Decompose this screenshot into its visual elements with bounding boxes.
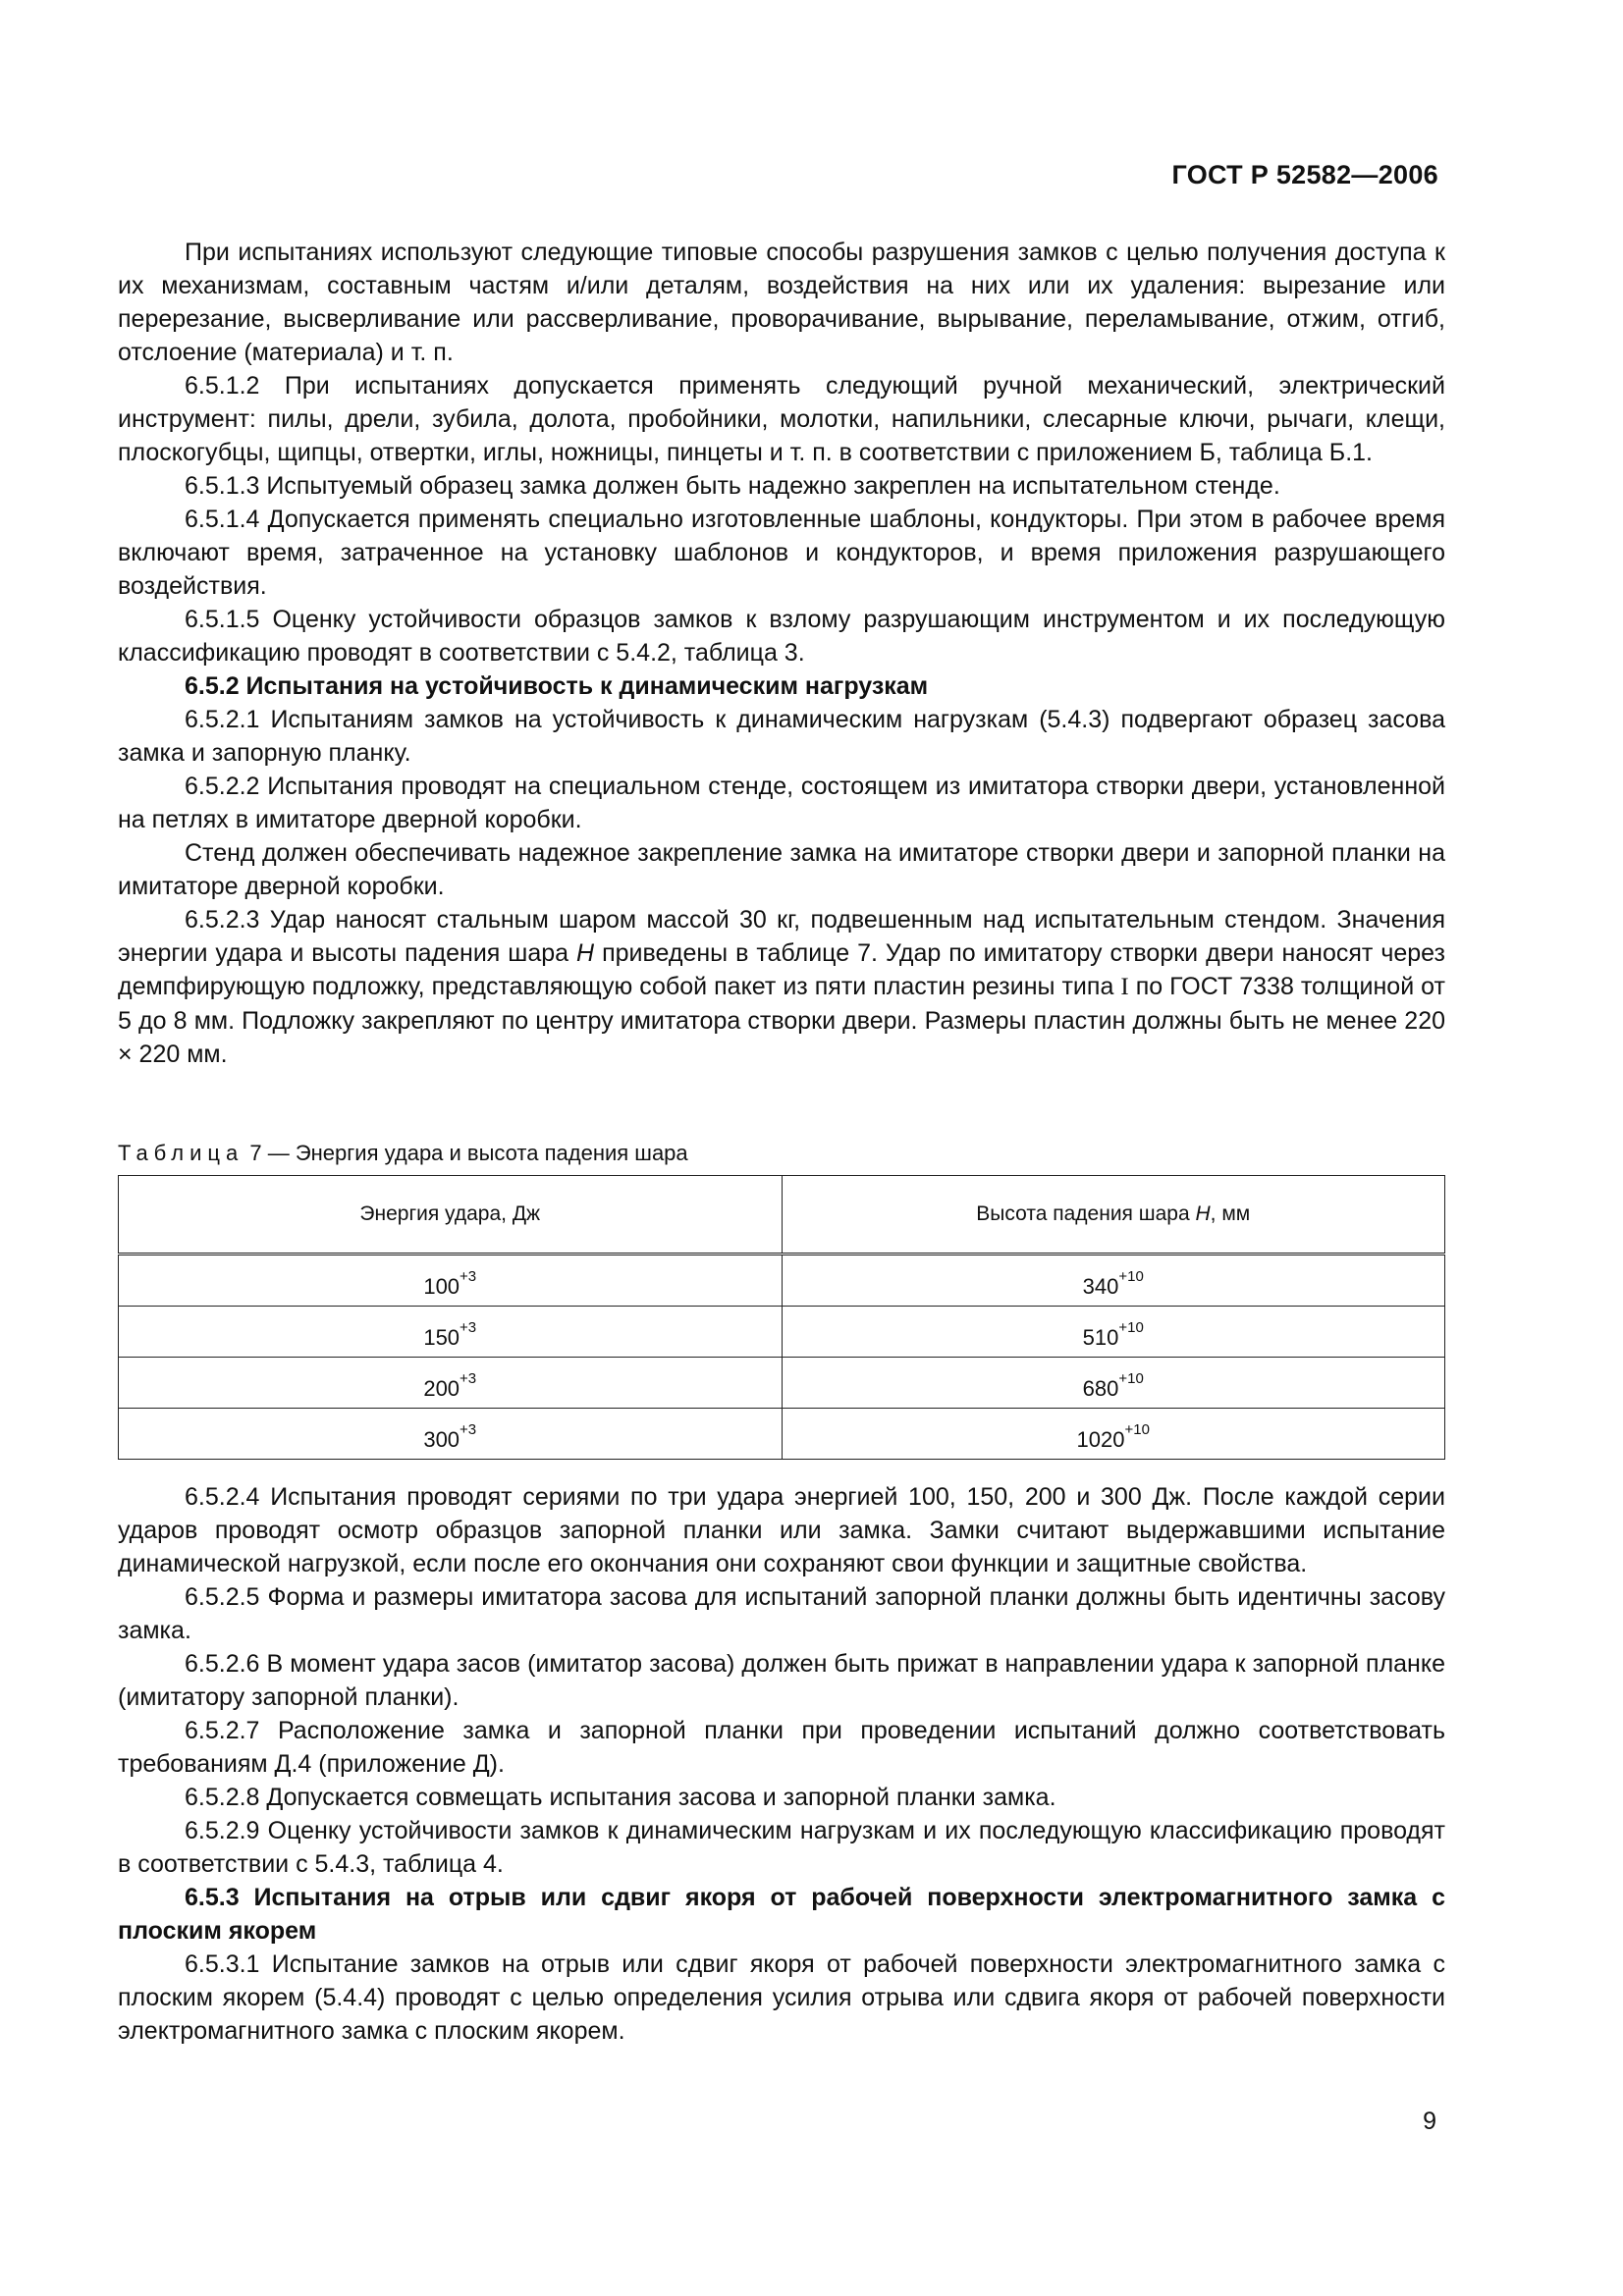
energy-cell [119,1358,783,1409]
height-value: 1020 [1076,1427,1125,1452]
height-tolerance: +10 [1118,1370,1144,1387]
energy-value: 150 [423,1325,460,1350]
height-cell [782,1255,1445,1307]
column-header-height [782,1176,1445,1255]
energy-cell [119,1307,783,1358]
energy-tolerance: +3 [460,1319,477,1336]
energy-tolerance: +3 [460,1421,477,1438]
table-header-row [119,1176,1445,1255]
energy-cell [119,1409,783,1460]
height-tolerance: +10 [1118,1319,1144,1336]
header-text: , мм [1210,1202,1251,1225]
energy-tolerance: +3 [460,1370,477,1387]
table-caption-title: 7 — Энергия удара и высота падения шара [243,1141,688,1165]
paragraph-6-5-1-5: 6.5.1.5 Оценку устойчивости образцов замков к взлому разрушающим инструментом и их последующую классификацию проводят в соответствии с 5.4.2, таблица 3. [118,606,1445,667]
height-cell [782,1358,1445,1409]
paragraph-6-5-1-4: 6.5.1.4 Допускается применять специально изготовленные шаблоны, кондукторы. При этом в рабочее время включают время, затраченное на установку шаблонов и кондукторов, и время приложения разрушающего воздействия. [118,506,1445,600]
roman-numeral: I [1120,974,1129,1000]
paragraph-6-5-2-7: 6.5.2.7 Расположение замка и запорной планки при проведении испытаний должно соответствовать требованиям Д.4 (приложение Д). [118,1717,1445,1778]
paragraph-6-5-2-4: 6.5.2.4 Испытания проводят сериями по три удара энергией 100, 150, 200 и 300 Дж. После каждой серии ударов проводят осмотр образцов запорной планки или замка. Замки считают выдержавшими испытание динамической нагрузкой, если после его окончания они сохраняют свои функции и защитные свойства. [118,1483,1445,1577]
paragraph-6-5-2-5: 6.5.2.5 Форма и размеры имитатора засова для испытаний запорной планки должны быть идентичны засову замка. [118,1583,1445,1644]
text-run: по ГОСТ 7338 толщиной от 5 до 8 мм. Подложку закрепляют по центру имитатора створки двери. Размеры пластин должны быть не менее 220 × 220 мм. [118,973,1445,1068]
energy-tolerance: +3 [460,1268,477,1285]
paragraph-6-5-3-1: 6.5.3.1 Испытание замков на отрыв или сдвиг якоря от рабочей поверхности электромагнитного замка с плоским якорем (5.4.4) проводят с целью определения усилия отрыва или сдвига якоря от рабочей поверхности электромагнитного замка с плоским якорем. [118,1950,1445,2045]
column-header-energy: Энергия удара, Дж [119,1176,783,1255]
paragraph-6-5-1-2: 6.5.1.2 При испытаниях допускается применять следующий ручной механический, электрический инструмент: пилы, дрели, зубила, долота, пробойники, молотки, напильники, слесарные ключи, рычаги, клещи, плоскогубцы, щипцы, отвертки, иглы, ножницы, пинцеты и т. п. в соответствии с приложением Б, таблица Б.1. [118,372,1445,466]
text-run: 6.5.2.3 Удар наносят стальным шаром массой 30 кг, подвешенным над испытательным стендом. Значения энергии удара и высоты падения шара [118,906,1445,967]
paragraph-6-5-2-6: 6.5.2.6 В момент удара засов (имитатор засова) должен быть прижат в направлении удара к запорной планке (имитатору запорной планки). [118,1650,1445,1711]
variable-h: H [576,939,595,967]
height-cell [782,1409,1445,1460]
table-7 [118,1175,1445,1460]
header-text: Высота падения шара [976,1202,1196,1225]
table-row [119,1255,1445,1307]
standard-designation: ГОСТ Р 52582—2006 [1171,160,1438,189]
table-caption [118,1139,688,1168]
energy-cell [119,1255,783,1307]
text-run: приведены в таблице 7. Удар по имитатору створки двери наносят через демпфирующую подложку, представляющую собой пакет из пяти пластин резины типа [118,939,1445,1000]
paragraph-6-5-2-2: 6.5.2.2 Испытания проводят на специальном стенде, состоящем из имитатора створки двери, установленной на петлях в имитаторе дверной коробки. [118,773,1445,833]
table-caption-word: Таблица [118,1141,244,1165]
height-value: 680 [1082,1376,1119,1401]
height-value: 510 [1082,1325,1119,1350]
table-row [119,1409,1445,1460]
section-heading-6-5-2: 6.5.2 Испытания на устойчивость к динамическим нагрузкам [185,672,929,700]
paragraph-6-5-2-8: 6.5.2.8 Допускается совмещать испытания засова и запорной планки замка. [185,1784,1056,1811]
paragraph-6-5-1-3: 6.5.1.3 Испытуемый образец замка должен быть надежно закреплен на испытательном стенде. [185,472,1280,500]
paragraph-stand: Стенд должен обеспечивать надежное закрепление замка на имитаторе створки двери и запорной планки на имитаторе дверной коробки. [118,839,1445,900]
paragraph-6-5-2-9: 6.5.2.9 Оценку устойчивости замков к динамическим нагрузкам и их последующую классификацию проводят в соответствии с 5.4.3, таблица 4. [118,1817,1445,1878]
body-top [118,236,1445,1071]
energy-value: 200 [423,1376,460,1401]
height-tolerance: +10 [1118,1268,1144,1285]
paragraph: При испытаниях используют следующие типовые способы разрушения замков с целью получения доступа к их механизмам, составным частям и/или деталям, воздействия на них или их удаления: вырезание или перерезание, высверливание или рассверливание, проворачивание, вырывание, переламывание, отжим, отгиб, отслоение (материала) и т. п. [118,239,1445,366]
height-tolerance: +10 [1124,1421,1150,1438]
height-value: 340 [1082,1274,1119,1299]
section-heading-6-5-3: 6.5.3 Испытания на отрыв или сдвиг якоря от рабочей поверхности электромагнитного замка с плоским якорем [118,1884,1445,1945]
energy-value: 300 [423,1427,460,1452]
height-cell [782,1307,1445,1358]
paragraph-6-5-2-3 [118,903,1445,1071]
paragraph-6-5-2-1: 6.5.2.1 Испытаниям замков на устойчивость к динамическим нагрузкам (5.4.3) подвергают образец засова замка и запорную планку. [118,706,1445,767]
variable-h: H [1195,1202,1211,1225]
energy-value: 100 [423,1274,460,1299]
table-row [119,1307,1445,1358]
body-bottom [118,1480,1445,2048]
page-number: 9 [1423,2108,1436,2135]
table-row [119,1358,1445,1409]
